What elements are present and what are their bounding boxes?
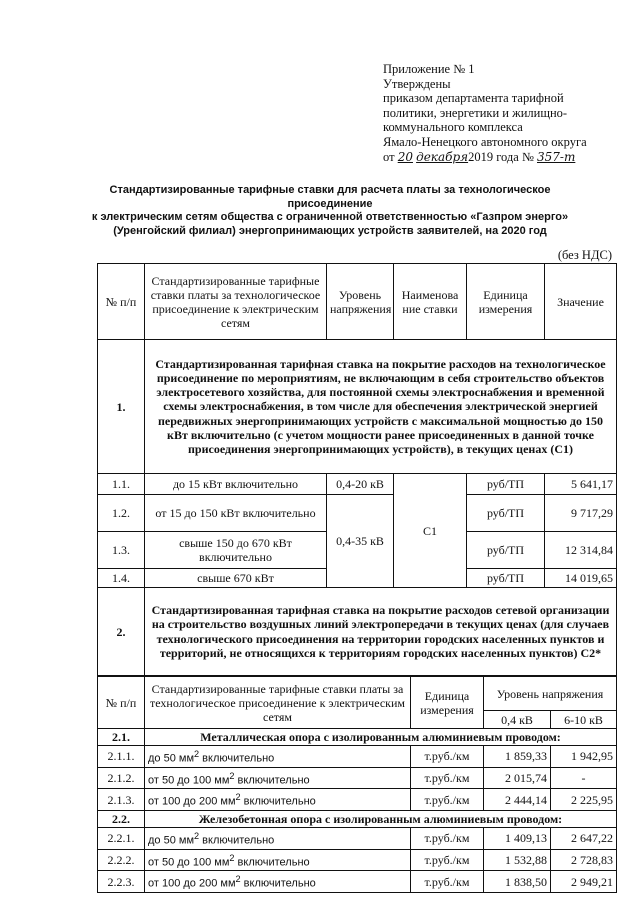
appendix-line: Утверждены (383, 76, 451, 91)
section-num: 2. (98, 588, 145, 676)
table-row: 2.2.1. до 50 $мм^2$ включительно т.руб./км 1 409,13 2 647,22 (98, 827, 617, 849)
section-row (98, 340, 617, 474)
table-header-row (98, 677, 617, 711)
appendix-line: Приложение № 1 (383, 62, 475, 76)
table-row: 1.3. свыше 150 до 670 кВт включительно руб/ТП 12 314,84 (98, 532, 617, 569)
table-row: 1.1. до 15 кВт включительно 0,4-20 кВ С1 руб/ТП 5 641,17 (98, 474, 617, 495)
approval-date-line: от 20 декабря2019 года № 357-т (383, 149, 576, 164)
group-row: 2.2. Железобетонная опора с изолированным алюминиевым проводом: (98, 810, 617, 827)
table-row: 2.1.2. от 50 до 100 $мм^2$ включительно т.руб./км 2 015,74 - (98, 767, 617, 789)
appendix-line: политики, энергетики и жилищно- (383, 105, 568, 120)
header-name: Стандартизированные тарифные ставки платы за технологическое присоединение к электрическим сетям (145, 264, 327, 340)
approval-block (383, 62, 633, 164)
table-header-row (98, 264, 617, 340)
rate-name-c1: С1 (394, 474, 467, 588)
header-value: Значение (545, 264, 617, 340)
appendix-line: Ямало-Ненецкого автономного округа (383, 134, 587, 149)
appendix-line: коммунального комплекса (383, 120, 523, 135)
table-row: 2.2.2. от 50 до 100 $мм^2$ включительно т.руб./км 1 532,88 2 728,83 (98, 849, 617, 871)
header-name: Стандартизированные тарифные ставки платы за технологическое присоединение к электрическим сетям (145, 677, 411, 729)
handwritten-day: 20 (397, 149, 413, 164)
section-title: Стандартизированная тарифная ставка на покрытие расходов сетевой организации на строительство воздушных линий электропередачи в текущих ценах (для случаев технологического присоединения на территории городских населенных пунктов и территорий, не относящихся к территориям городских населенных пунктов) С2* (145, 588, 617, 676)
header-rate-name: Наименова ние ставки (394, 264, 467, 340)
table-row: 2.2.3. от 100 до 200 $мм^2$ включительно т.руб./км 1 838,50 2 949,21 (98, 871, 617, 893)
header-unit: Единица измерения (467, 264, 545, 340)
table-row: 1.4. свыше 670 кВт руб/ТП 14 019,65 (98, 569, 617, 588)
table-row: 2.1.3. от 100 до 200 $мм^2$ включительно т.руб./км 2 444,14 2 225,95 (98, 789, 617, 811)
table-row: 1.2. от 15 до 150 кВт включительно 0,4-35 кВ руб/ТП 9 717,29 (98, 495, 617, 532)
group-row: 2.1. Металлическая опора с изолированным алюминиевым проводом: (98, 729, 617, 746)
header-voltage: Уровень напряжения (484, 677, 617, 711)
handwritten-month: декабря (416, 149, 469, 164)
section-row (98, 588, 617, 676)
section-num: 1. (98, 340, 145, 474)
appendix-line: приказом департамента тарифной (383, 91, 564, 106)
header-voltage: Уровень напряжения (327, 264, 394, 340)
tariff-table-c1 (97, 263, 617, 676)
header-voltage-04: 0,4 кВ (484, 711, 551, 729)
header-voltage-610: 6-10 кВ (551, 711, 617, 729)
handwritten-order-number: 357-т (537, 149, 576, 164)
section-title: Стандартизированная тарифная ставка на покрытие расходов на технологическое присоединение по мероприятиям, не включающим в себя строительство объектов электросетевого хозяйства, для постоянной схемы электроснабжения и временной схемы электроснабжения, в том числе для обеспечения электрической энергией передвижных энергопринимающих устройств с максимальной мощностью до 150 кВт включительно (с учетом мощности ранее присоединенных в данной точке присоединения энергопринимающих устройств), в текущих ценах (С1) (145, 340, 617, 474)
document-title: Стандартизированные тарифные ставки для расчета платы за технологическое присоединение к электрическим сетям общества с ограниченной ответственностью «Газпром энерго» (Уренгойский филиал) энергопринимающих устройств заявителей, на 2020 год (91, 184, 569, 237)
header-num: № п/п (98, 264, 145, 340)
table-row: 2.1.1. до 50 $мм^2$ включительно т.руб./км 1 859,33 1 942,95 (98, 746, 617, 768)
tariff-table-c2 (97, 676, 617, 893)
header-num: № п/п (98, 677, 145, 729)
vat-note: (без НДС) (557, 248, 612, 262)
header-unit: Единица измерения (411, 677, 484, 729)
